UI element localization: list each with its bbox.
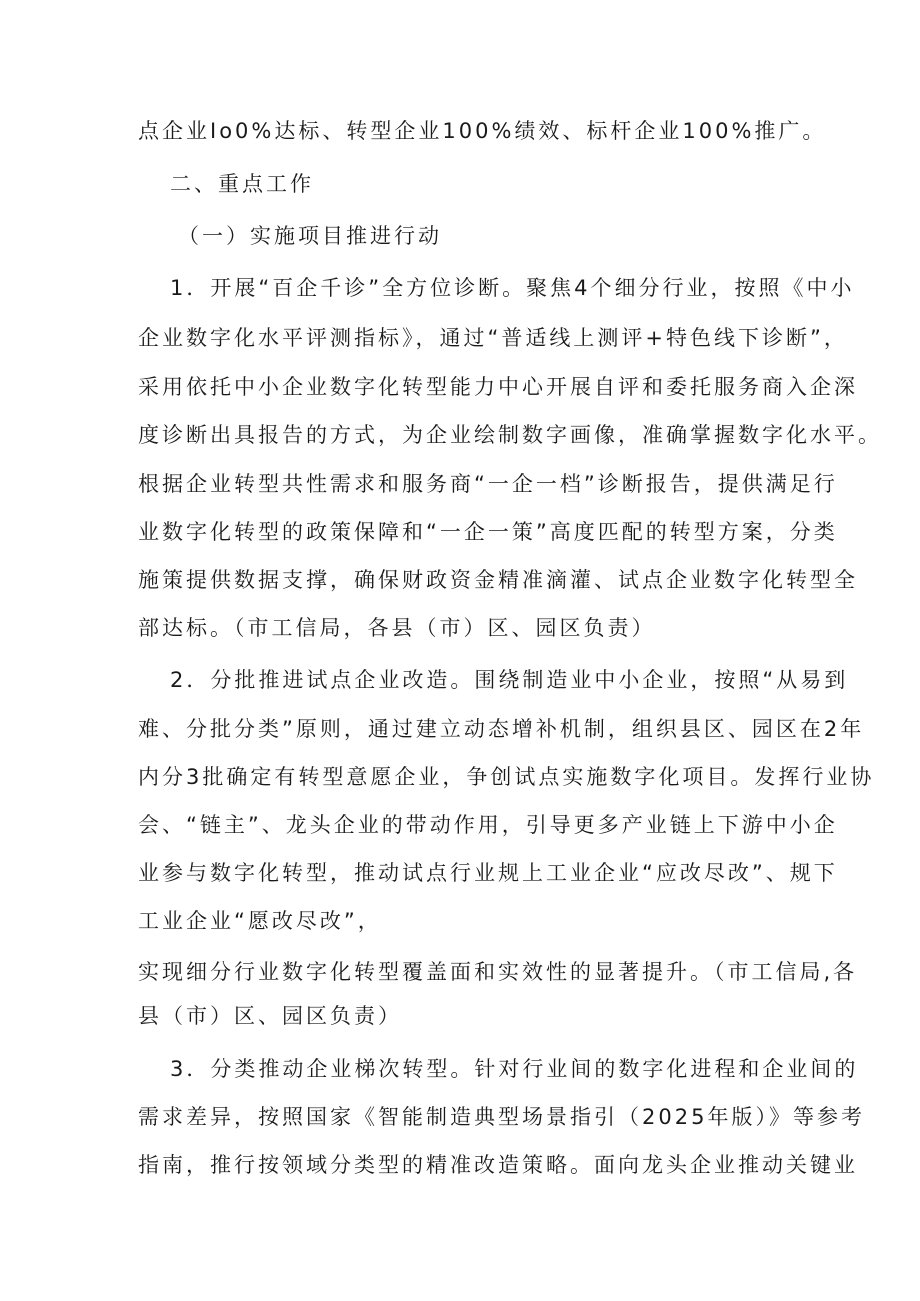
paragraph-line: 1．开展“百企千诊”全方位诊断。聚焦4个细分行业，按照《中小: [170, 276, 855, 300]
paragraph-line: 根据企业转型共性需求和服务商“一企一档”诊断报告，提供满足行: [138, 472, 838, 496]
paragraph-line: 企业数字化水平评测指标》，通过“普适线上测评+特色线下诊断”，: [138, 326, 848, 350]
paragraph-line: 难、分批分类”原则，通过建立动态增补机制，组织县区、园区在2年: [138, 717, 865, 741]
paragraph-line: 点企业Io0%达标、转型企业100%绩效、标杆企业100%推广。: [138, 119, 827, 143]
paragraph-line: 实现细分行业数字化转型覆盖面和实效性的显著提升。（市工信局,各: [138, 960, 858, 984]
section-heading: 二、重点工作: [170, 172, 314, 196]
paragraph-line: 采用依托中小企业数字化转型能力中心开展自评和委托服务商入企深: [138, 375, 858, 399]
subsection-heading: （一）实施项目推进行动: [178, 224, 442, 248]
paragraph-line: 工业企业“愿改尽改”，: [138, 909, 382, 933]
paragraph-line: 业参与数字化转型，推动试点行业规上工业企业“应改尽改”、规下: [138, 861, 838, 885]
paragraph-line: 施策提供数据支撑，确保财政资金精准滴灌、试点企业数字化转型全: [138, 568, 858, 592]
paragraph-line: 3．分类推动企业梯次转型。针对行业间的数字化进程和企业间的: [170, 1057, 859, 1081]
paragraph-line: 需求差异，按照国家《智能制造典型场景指引（2025年版）》等参考: [138, 1105, 865, 1129]
paragraph-line: 度诊断出具报告的方式，为企业绘制数字画像，准确掌握数字化水平。: [138, 423, 882, 447]
paragraph-line: 2．分批推进试点企业改造。围绕制造业中小企业，按照“从易到: [170, 668, 849, 692]
paragraph-line: 指南，推行按领域分类型的精准改造策略。面向龙头企业推动关键业: [138, 1153, 858, 1177]
paragraph-line: 内分3批确定有转型意愿企业，争创试点实施数字化项目。发挥行业协: [138, 765, 875, 789]
paragraph-line: 县（市）区、园区负责）: [138, 1004, 402, 1028]
paragraph-line: 业数字化转型的政策保障和“一企一策”高度匹配的转型方案，分类: [138, 520, 838, 544]
paragraph-line: 部达标。（市工信局，各县（市）区、园区负责）: [138, 616, 656, 640]
paragraph-line: 会、“链主”、龙头企业的带动作用，引导更多产业链上下游中小企: [138, 813, 838, 837]
